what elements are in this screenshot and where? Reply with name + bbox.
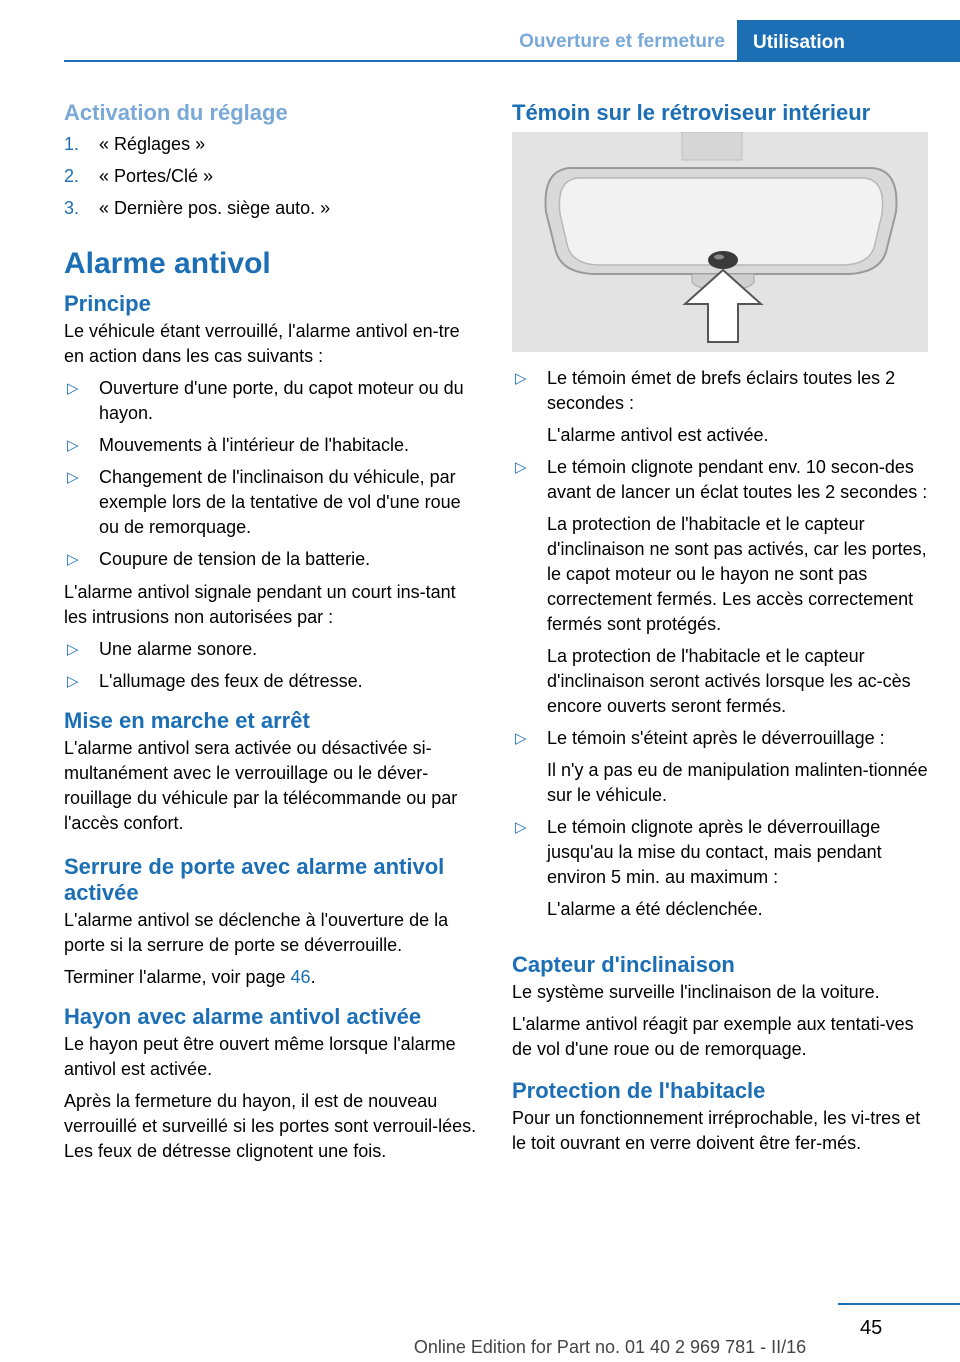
list-item: ▷ Le témoin émet de brefs éclairs toutes les 2 secondes : L'alarme antivol est activée.	[512, 366, 928, 448]
footer-rule	[838, 1303, 960, 1305]
activation-step	[64, 196, 478, 221]
step-number: 1.	[64, 134, 80, 154]
list-item: ▷ Coupure de tension de la batterie.	[64, 547, 478, 572]
alarm-title: Alarme antivol	[64, 247, 271, 280]
capteur-title: Capteur d'inclinaison	[512, 952, 735, 977]
principe-intro: Le véhicule étant verrouillé, l'alarme antivol en-tre en action dans les cas suivants :	[64, 321, 460, 366]
header-tab-utilisation: Utilisation	[737, 20, 960, 62]
mise-text: L'alarme antivol sera activée ou désactivée si-multanément avec le verrouillage ou le déver-rouillage du véhicule par la télécommande ou par l'accès confort.	[64, 738, 458, 833]
list-item: ▷ Ouverture d'une porte, du capot moteur ou du hayon.	[67, 378, 464, 423]
triangle-bullet-icon: ▷	[515, 459, 527, 476]
list-item: ▷ Une alarme sonore.	[64, 637, 478, 662]
list-item: ▷ Le témoin s'éteint après le déverrouillage : Il n'y a pas eu de manipulation malinten-tionnée sur le véhicule.	[512, 726, 928, 808]
serrure-text: L'alarme antivol se déclenche à l'ouverture de la porte si la serrure de porte se déverrouille.	[64, 910, 449, 955]
list-item: ▷ Le témoin clignote après le déverrouillage jusqu'au la mise du contact, mais pendant environ 5 min. au maximum : L'alarme a été déclenchée.	[512, 815, 928, 922]
list-item-detail: La protection de l'habitacle et le capteur d'inclinaison seront activés lorsque les ac-cès encore ouverts seront fermés.	[547, 646, 911, 716]
list-item-detail: L'alarme antivol est activée.	[547, 425, 769, 445]
triangle-bullet-icon: ▷	[67, 641, 79, 658]
terminer-text: Terminer l'alarme, voir page 46.	[64, 967, 316, 987]
signal-list	[64, 637, 478, 694]
signal-text: L'alarme antivol signale pendant un court ins-tant les intrusions non autorisées par :	[64, 582, 456, 627]
step-text: « Dernière pos. siège auto. »	[99, 198, 331, 218]
page-link[interactable]: 46	[290, 967, 311, 987]
protection-title: Protection de l'habitacle	[512, 1078, 766, 1103]
triangle-bullet-icon: ▷	[67, 551, 79, 568]
step-text: « Réglages »	[99, 134, 206, 154]
rearview-mirror-illustration	[512, 132, 928, 352]
list-item-detail: L'alarme a été déclenchée.	[547, 899, 763, 919]
header-section-title: Ouverture et fermeture	[519, 31, 725, 52]
hayon-title: Hayon avec alarme antivol activée	[64, 1004, 422, 1029]
triangle-bullet-icon: ▷	[67, 437, 79, 454]
header-rule	[64, 60, 960, 62]
triangle-bullet-icon: ▷	[67, 469, 79, 486]
page-number: 45	[860, 1317, 883, 1339]
protection-text: Pour un fonctionnement irréprochable, les vi-tres et le toit ouvrant en verre doivent être fer-més.	[512, 1108, 921, 1153]
right-column	[512, 100, 928, 1163]
serrure-title: Serrure de porte avec alarme antivol activée	[64, 854, 445, 905]
hayon-text-2: Après la fermeture du hayon, il est de nouveau verrouillé et surveillé si les portes sont verrouil-lées. Les feux de détresse clignotent une fois.	[64, 1091, 477, 1161]
activation-steps	[64, 132, 478, 221]
list-item: ▷ L'allumage des feux de détresse.	[64, 669, 478, 694]
triangle-bullet-icon: ▷	[515, 370, 527, 387]
temoin-list	[512, 366, 928, 922]
mise-title: Mise en marche et arrêt	[64, 708, 310, 733]
list-item: ▷ Mouvements à l'intérieur de l'habitacle.	[64, 433, 478, 458]
step-number: 2.	[64, 166, 80, 186]
activation-title: Activation du réglage	[64, 100, 288, 125]
step-text: « Portes/Clé »	[99, 166, 214, 186]
temoin-title: Témoin sur le rétroviseur intérieur	[512, 100, 871, 125]
activation-step	[64, 164, 478, 189]
left-column	[64, 100, 478, 1171]
principe-title: Principe	[64, 291, 151, 316]
alarm-indicator-led	[708, 251, 738, 269]
capteur-text-2: L'alarme antivol réagit par exemple aux tentati-ves de vol d'une roue ou de remorquage.	[512, 1014, 914, 1059]
activation-step	[64, 132, 478, 157]
hayon-text-1: Le hayon peut être ouvert même lorsque l'alarme antivol est activée.	[64, 1034, 456, 1079]
step-number: 3.	[64, 198, 80, 218]
list-item: ▷ Le témoin clignote pendant env. 10 secon-des avant de lancer un éclat toutes les 2 secondes : La protection de l'habitacle et le capteur d'inclinaison ne sont pas activés, car les portes, le capot moteur ou le hayon ne sont pas correctement fermés. Les accès correctement fermés sont protégés. La protection de l'habitacle et le capteur d'inclinaison seront activés lorsque les ac-cès encore ouverts seront fermés.	[512, 455, 928, 719]
triangle-bullet-icon: ▷	[515, 819, 527, 836]
list-item-detail: La protection de l'habitacle et le capteur d'inclinaison ne sont pas activés, car les portes, le capot moteur ou le hayon ne sont pas correctement fermés. Les accès correctement fermés sont protégés.	[547, 514, 927, 634]
triangle-bullet-icon: ▷	[67, 673, 79, 690]
triangle-bullet-icon: ▷	[515, 730, 527, 747]
triangle-bullet-icon: ▷	[67, 380, 79, 397]
edition-footer: Online Edition for Part no. 01 40 2 969 781 - II/16	[413, 1337, 807, 1357]
list-item-detail: Il n'y a pas eu de manipulation malinten-tionnée sur le véhicule.	[547, 760, 928, 805]
list-item: ▷ Changement de l'inclinaison du véhicule, par exemple lors de la tentative de vol d'une roue ou de remorquage.	[67, 467, 461, 537]
capteur-text-1: Le système surveille l'inclinaison de la voiture.	[512, 982, 880, 1002]
principe-list	[64, 376, 478, 572]
